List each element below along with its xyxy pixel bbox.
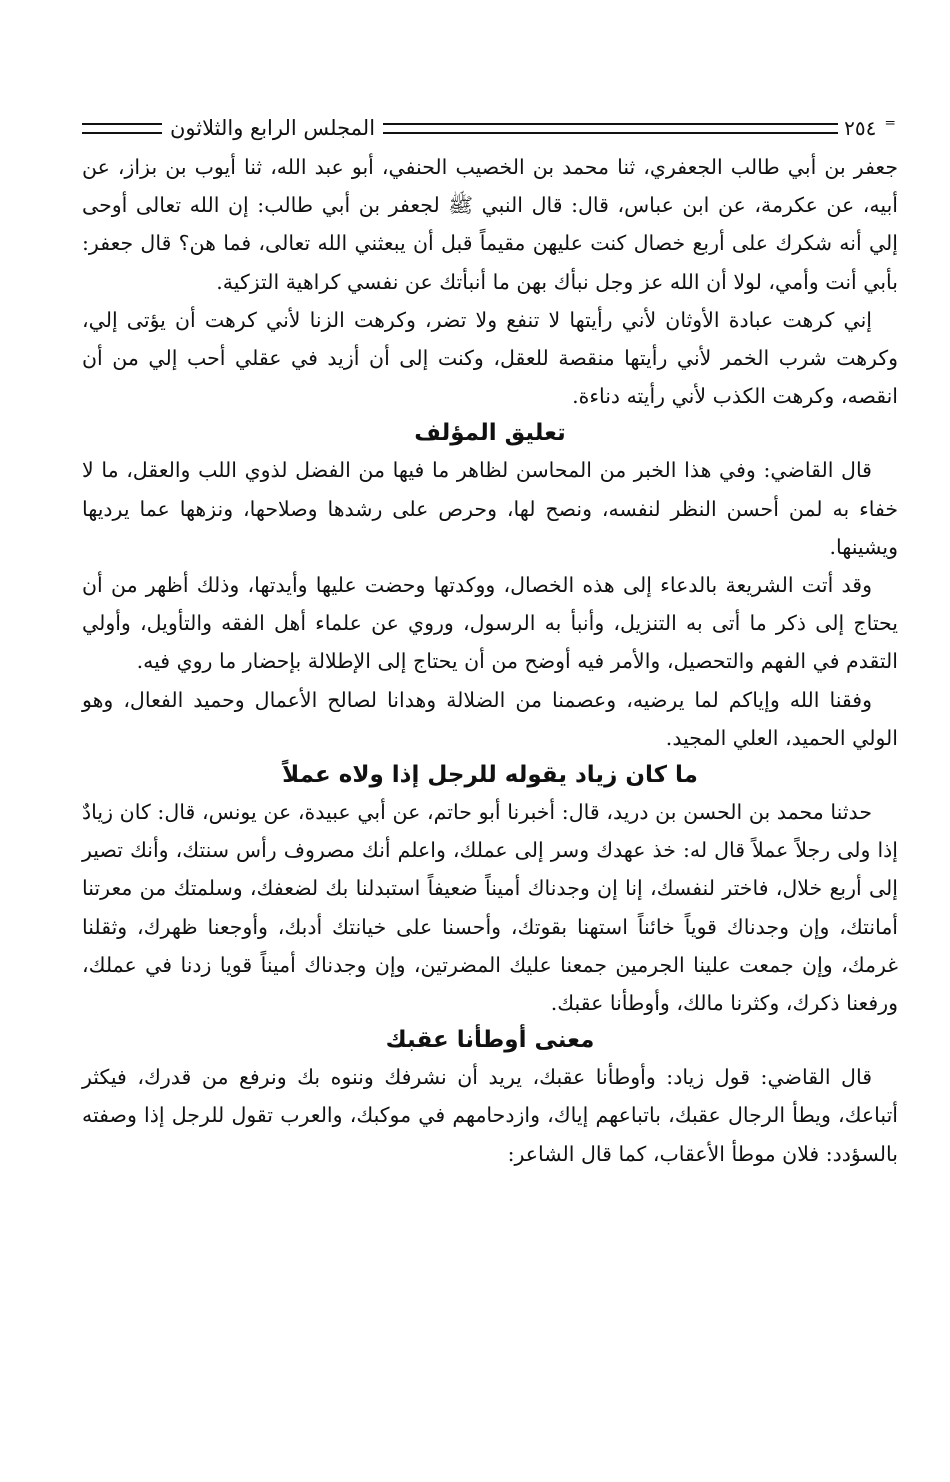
page-number: ٢٥٤: [844, 116, 877, 140]
section-heading-meaning: معنى أوطأنا عقبك: [385, 1027, 595, 1054]
paragraph: إني كرهت عبادة الأوثان لأني رأيتها لا تنفع ولا تضر، وكرهت الزنا لأني كرهت أن يؤتى إلي، وكرهت شرب الخمر لأني رأيتها منقصة للعقل، وكنت إلى أن أزيد في عقلي أحب إلي من أن انقصه، وكرهت الكذب لأني رأيته دناءة.: [82, 307, 898, 409]
header-rule: [383, 123, 838, 134]
section-heading-ziyad: ما كان زياد يقوله للرجل إذا ولاه عملاً: [282, 762, 698, 789]
chapter-title: المجلس الرابع والثلاثون: [170, 116, 376, 140]
paragraph: قال القاضي: وفي هذا الخبر من المحاسن لظاهر ما فيها من الفضل لذوي اللب والعقل، ما لا خفاء به لمن أحسن النظر لنفسه، ونصح لها، وحرص على رشدها وصلاحها، ونزهها عما يرديها ويشينها.: [82, 458, 898, 559]
paragraph: قال القاضي: قول زياد: وأوطأنا عقبك، يريد أن نشرفك وننوه بك ونرفع من قدرك، فيكثر أتباعك، ويطأ الرجال عقبك، باتباعهم إياك، وازدحامهم في موكبك، والعرب تقول للرجل إذا وصفته بالسؤدد: فلان موطأ الأعقاب، كما قال الشاعر:: [82, 1065, 898, 1166]
body-text: [82, 148, 898, 1173]
ornament-mark: ⁼: [884, 115, 896, 140]
header-rule-end: [82, 123, 162, 134]
section-heading-author-comment: تعليق المؤلف: [414, 420, 566, 447]
paragraph: جعفر بن أبي طالب الجعفري، ثنا محمد بن الخصيب الحنفي، أبو عبد الله، ثنا أيوب بن بزاز، عن أبيه، عن عكرمة، عن ابن عباس، قال: قال النبي ﷺ لجعفر بن أبي طالب: إن الله تعالى أوحى إلي أنه شكرك على أربع خصال كنت عليهن مقيماً قبل أن يبعثني الله تعالى، فما هن؟ قال جعفر: بأبي أنت وأمي، لولا أن الله عز وجل نبأك بهن ما أنبأتك عن نفسي كراهية التزكية.: [82, 155, 898, 294]
running-header: [82, 108, 898, 148]
book-page: [82, 108, 898, 1173]
paragraph: وقد أتت الشريعة بالدعاء إلى هذه الخصال، ووكدتها وحضت عليها وأيدتها، وذلك أظهر من أن يحتاج إلى ذكر ما أتى به التنزيل، وأنبأ به الرسول، وروي عن علماء أهل الفقه والتأويل، وأولي التقدم في الفهم والتحصيل، والأمر فيه أوضح من أن يحتاج إلى الإطلالة بإحضار ما روي فيه.: [82, 573, 898, 674]
paragraph: وفقنا الله وإياكم لما يرضيه، وعصمنا من الضلالة وهدانا لصالح الأعمال وحميد الفعال، وهو الولي الحميد، العلي المجيد.: [82, 687, 898, 750]
paragraph: حدثنا محمد بن الحسن بن دريد، قال: أخبرنا أبو حاتم، عن أبي عبيدة، عن يونس، قال: كان زيادٌ إذا ولى رجلاً عملاً قال له: خذ عهدك وسر إلى عملك، واعلم أنك مصروف رأس سنتك، وأنك تصير إلى أربع خلال، فاختر لنفسك، إنا إن وجدناك أميناً ضعيفاً استبدلنا بك لضعفك، وسلمتك من معرتنا أمانتك، وإن وجدناك قوياً خائناً استهنا بقوتك، وأحسنا على خيانتك أدبك، وأوجعنا ظهرك، وثقلنا غرمك، وإن جمعت علينا الجرمين جمعنا عليك المضرتين، وإن وجدناك أميناً قويا زدنا في عملك، ورفعنا ذكرك، وكثرنا مالك، وأوطأنا عقبك.: [82, 800, 898, 1016]
